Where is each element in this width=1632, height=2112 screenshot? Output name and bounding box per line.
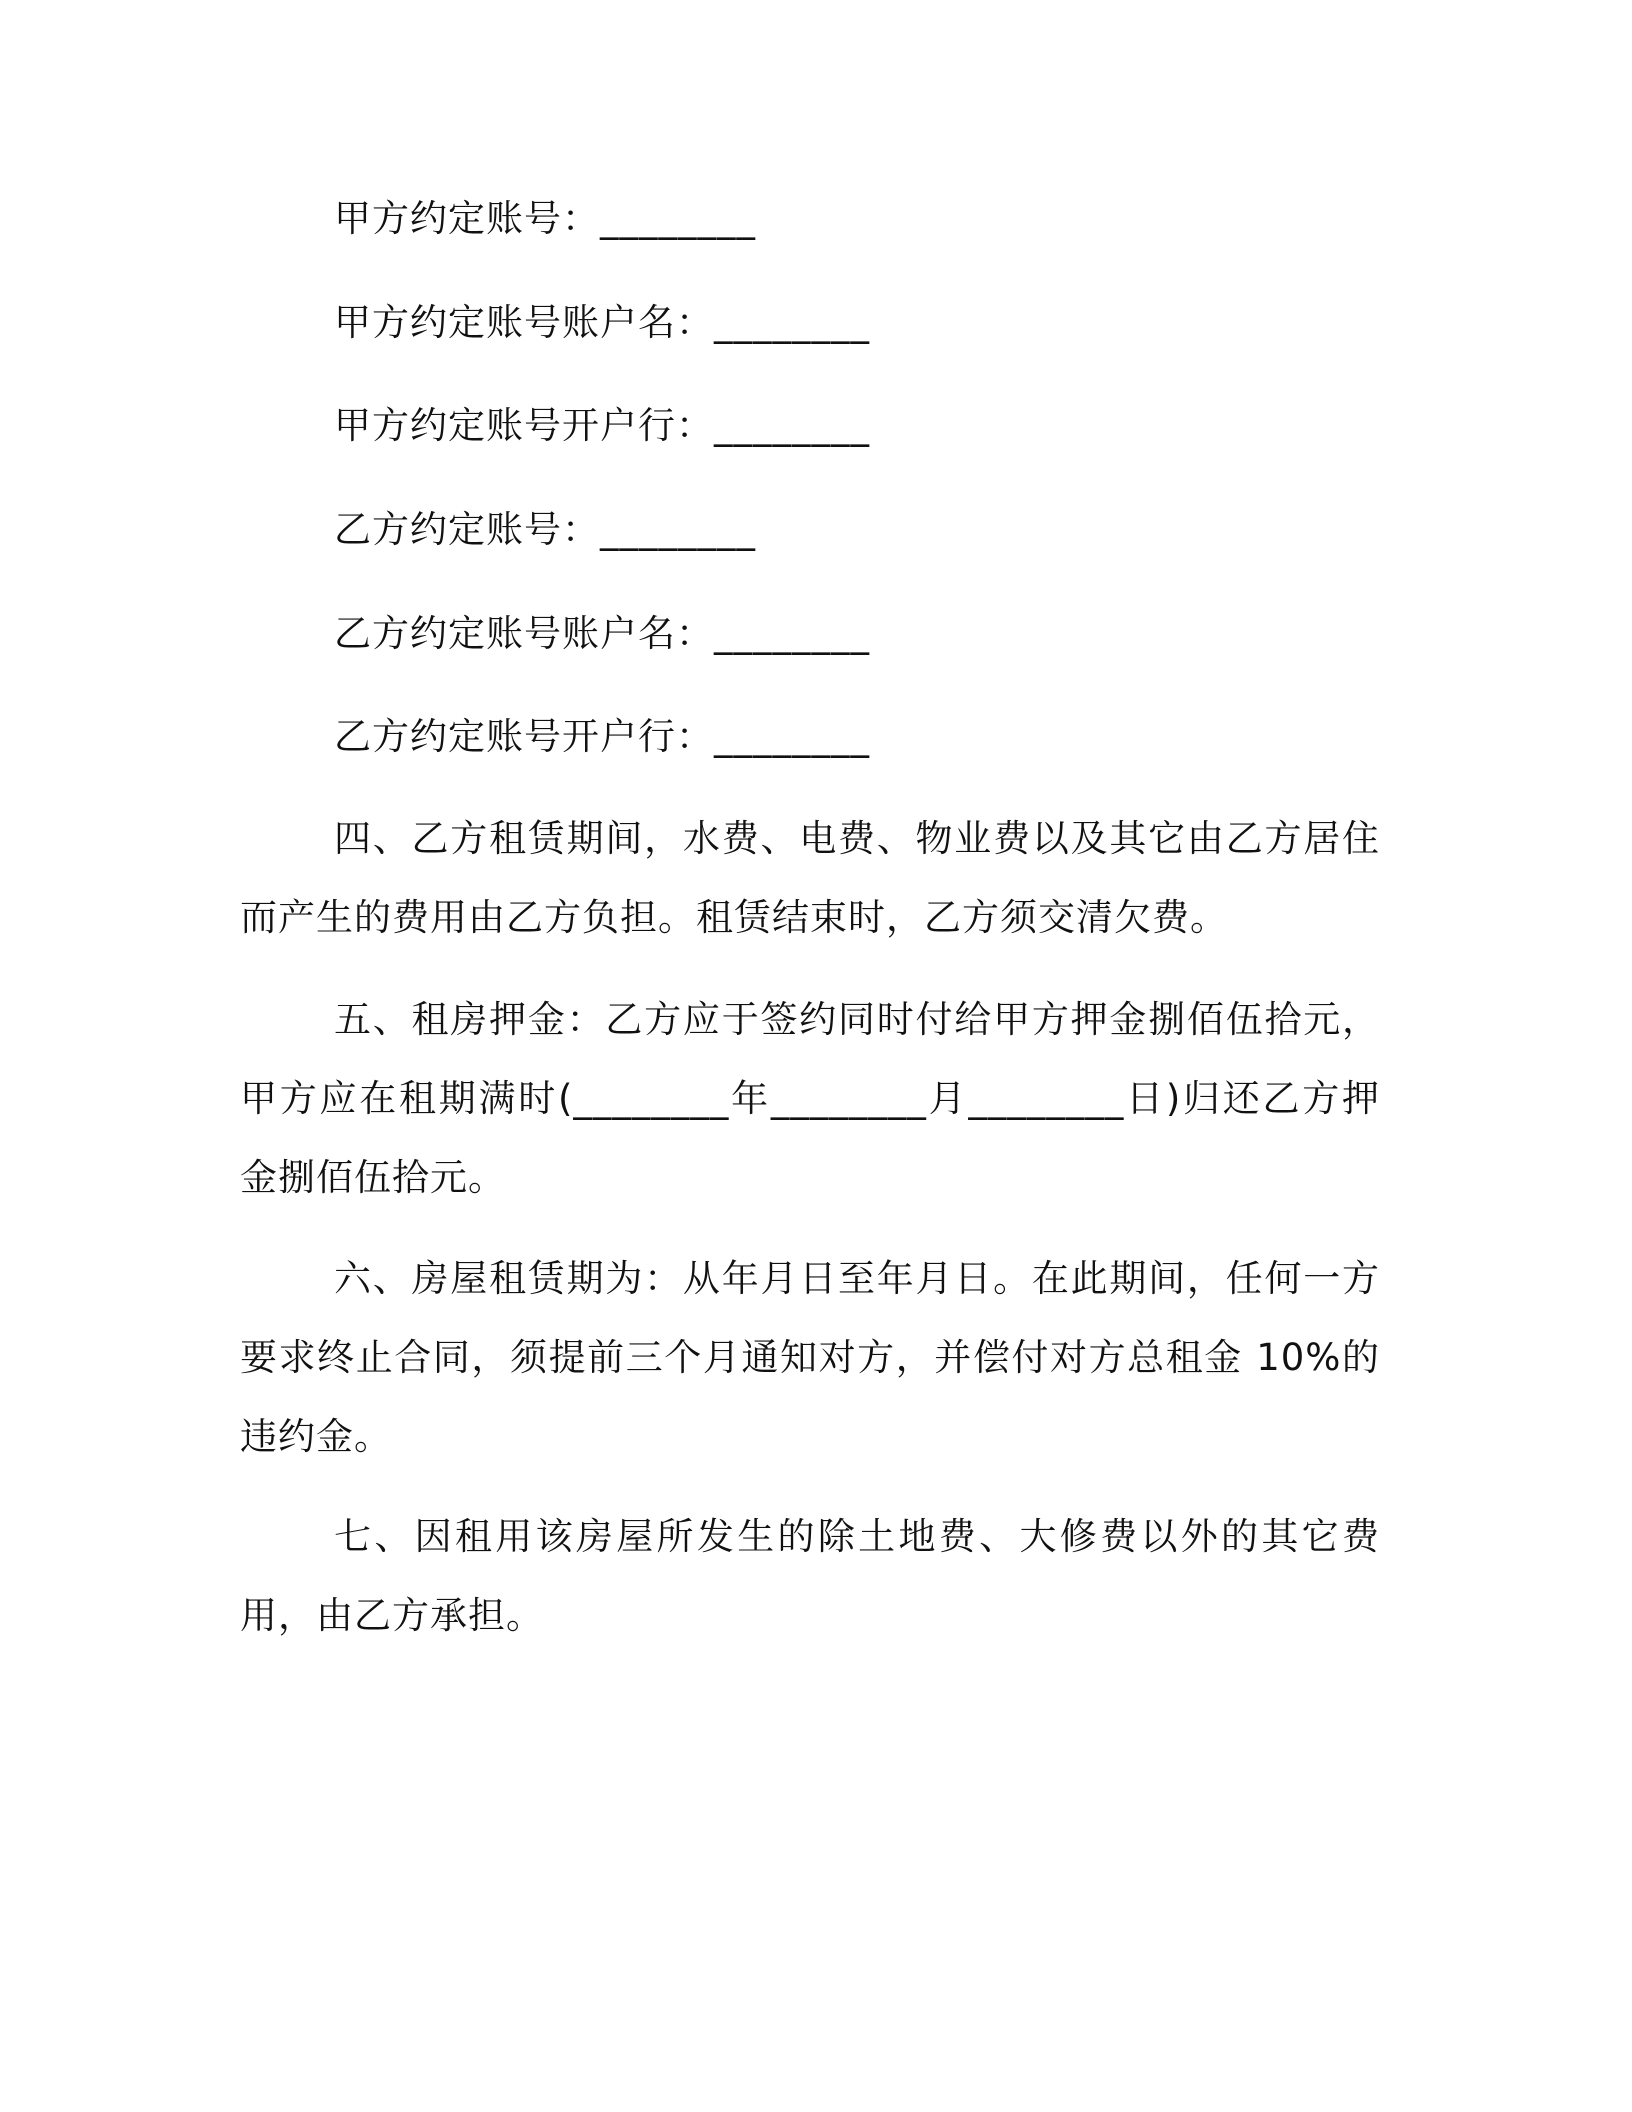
clause-7-other-fees: 七、因租用该房屋所发生的除土地费、大修费以外的其它费用，由乙方承担。 — [240, 1515, 1380, 1637]
clause-5-deposit: 五、租房押金：乙方应于签约同时付给甲方押金捌佰伍拾元，甲方应在租期满时(________年________月________日)归还乙方押金捌佰伍拾元。 — [240, 998, 1380, 1199]
clause-4-utilities: 四、乙方租赁期间，水费、电费、物业费以及其它由乙方居住而产生的费用由乙方负担。租赁结束时，乙方须交清欠费。 — [240, 817, 1380, 939]
clause-6-lease-term: 六、房屋租赁期为：从年月日至年月日。在此期间，任何一方要求终止合同，须提前三个月通知对方，并偿付对方总租金 10%的违约金。 — [240, 1257, 1380, 1458]
party-b-account-name: 乙方约定账号账户名：________ — [334, 612, 870, 655]
party-a-account-number: 甲方约定账号：________ — [334, 197, 756, 240]
party-a-account-bank: 甲方约定账号开户行：________ — [334, 404, 870, 447]
party-b-account-bank: 乙方约定账号开户行：________ — [334, 715, 870, 758]
party-b-account-number: 乙方约定账号：________ — [334, 508, 756, 551]
party-a-account-name: 甲方约定账号账户名：________ — [334, 301, 870, 344]
